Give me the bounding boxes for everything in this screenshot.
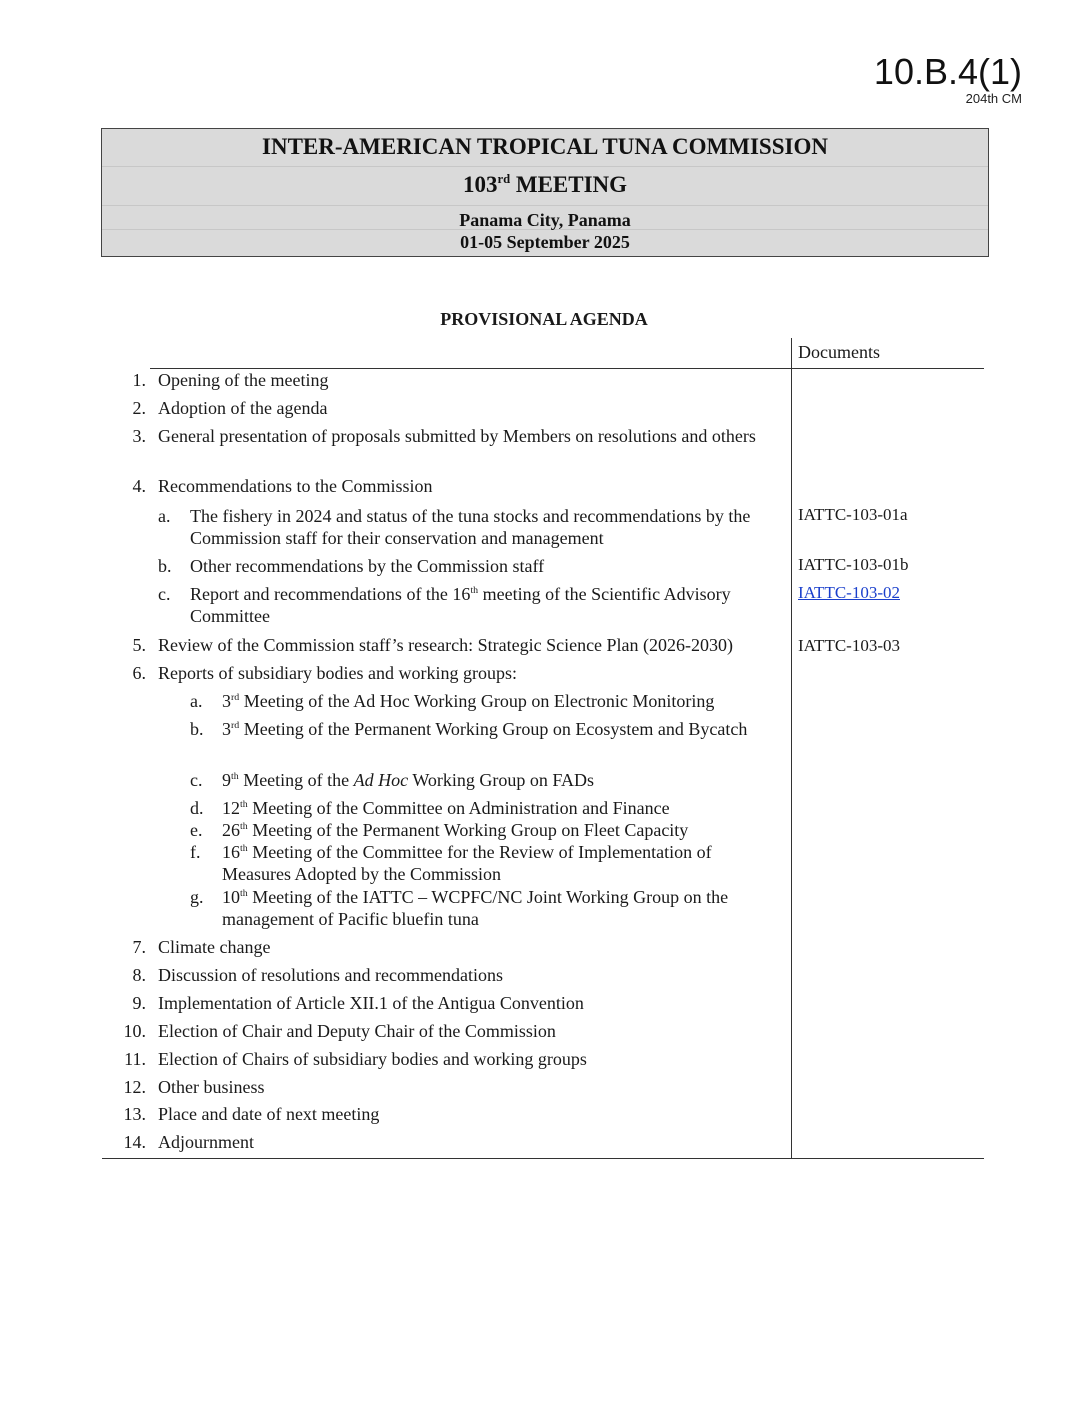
item-text: General presentation of proposals submitted by Members on resolutions and others xyxy=(158,426,756,446)
item-number: c. xyxy=(158,584,171,604)
item-number: 9. xyxy=(132,993,146,1013)
item-number: 8. xyxy=(132,965,146,985)
item-text: 3rd Meeting of the Ad Hoc Working Group on Electronic Monitoring xyxy=(222,691,715,711)
item-text: Implementation of Article XII.1 of the Antigua Convention xyxy=(158,993,584,1013)
agenda-title: PROVISIONAL AGENDA xyxy=(440,309,648,329)
item-text: Election of Chair and Deputy Chair of the Commission xyxy=(158,1021,556,1041)
header-band-divider xyxy=(102,166,988,167)
item-text: Adjournment xyxy=(158,1132,254,1152)
document-code: 10.B.4(1) xyxy=(873,51,1022,92)
item-text: Place and date of next meeting xyxy=(158,1104,380,1124)
item-text: Adoption of the agenda xyxy=(158,398,328,418)
item-number: c. xyxy=(190,770,203,790)
item-text: Review of the Commission staff’s research: Strategic Science Plan (2026-2030) xyxy=(158,635,734,655)
meeting-header-box xyxy=(101,128,989,257)
item-number: 10. xyxy=(123,1021,146,1041)
document-reference-cell: IATTC-103-01a xyxy=(798,505,908,524)
item-number: g. xyxy=(190,887,204,907)
bottom-rule xyxy=(102,1158,984,1159)
item-text: Recommendations to the Commission xyxy=(158,476,433,496)
header-band-divider xyxy=(102,205,988,206)
item-number: 1. xyxy=(132,370,146,390)
item-number: 6. xyxy=(132,663,146,683)
item-number: 13. xyxy=(123,1104,146,1124)
item-text: 9th Meeting of the Ad Hoc Working Group on FADs xyxy=(222,770,595,790)
item-number: b. xyxy=(158,556,172,576)
meeting-title: 103rd MEETING xyxy=(462,171,628,197)
meeting-location: Panama City, Panama xyxy=(459,210,631,230)
column-divider xyxy=(791,338,792,1158)
agenda-table xyxy=(102,338,984,1158)
item-number: f. xyxy=(190,842,201,862)
document-reference xyxy=(874,52,1022,106)
item-text: Other recommendations by the Commission staff xyxy=(190,556,545,576)
item-number: 14. xyxy=(123,1132,146,1152)
documents-column-header: Documents xyxy=(798,342,880,362)
item-number: 7. xyxy=(132,937,146,957)
item-number: 5. xyxy=(132,635,146,655)
item-number: b. xyxy=(190,719,204,739)
item-number: e. xyxy=(190,820,203,840)
item-number: 12. xyxy=(123,1077,146,1097)
item-text: Reports of subsidiary bodies and working groups: xyxy=(158,663,517,683)
item-text: 12th Meeting of the Committee on Administration and Finance xyxy=(222,798,670,818)
item-number: 3. xyxy=(132,426,146,446)
item-number: a. xyxy=(158,506,171,526)
document-link-iattc-103-02[interactable]: IATTC-103-02 xyxy=(798,583,900,602)
item-text: Election of Chairs of subsidiary bodies and working groups xyxy=(158,1049,587,1069)
item-text: 26th Meeting of the Permanent Working Group on Fleet Capacity xyxy=(222,820,689,840)
item-text: 16th Meeting of the Committee for the Review of Implementation of Measures Adopted by the Commission xyxy=(222,842,712,884)
item-number: 4. xyxy=(132,476,146,496)
item-text: 10th Meeting of the IATTC – WCPFC/NC Joint Working Group on the management of Pacific bluefin tuna xyxy=(222,887,729,929)
item-number: d. xyxy=(190,798,204,818)
organization-name: INTER-AMERICAN TROPICAL TUNA COMMISSION xyxy=(262,134,828,159)
document-reference-cell: IATTC-103-01b xyxy=(798,555,909,574)
item-text: Other business xyxy=(158,1077,265,1097)
item-text: Climate change xyxy=(158,937,271,957)
item-text: The fishery in 2024 and status of the tuna stocks and recommendations by the Commission staff for their conservation and management xyxy=(190,506,751,548)
item-text: 3rd Meeting of the Permanent Working Group on Ecosystem and Bycatch xyxy=(222,719,748,739)
item-text: Opening of the meeting xyxy=(158,370,329,390)
item-number: a. xyxy=(190,691,203,711)
item-number: 2. xyxy=(132,398,146,418)
item-text: Report and recommendations of the 16th meeting of the Scientific Advisory Committee xyxy=(190,584,731,626)
document-meeting-ref: 204th CM xyxy=(965,91,1022,106)
meeting-dates: 01-05 September 2025 xyxy=(460,232,630,252)
item-text: Discussion of resolutions and recommendations xyxy=(158,965,503,985)
document-reference-cell: IATTC-103-03 xyxy=(798,636,900,655)
item-number: 11. xyxy=(124,1049,146,1069)
